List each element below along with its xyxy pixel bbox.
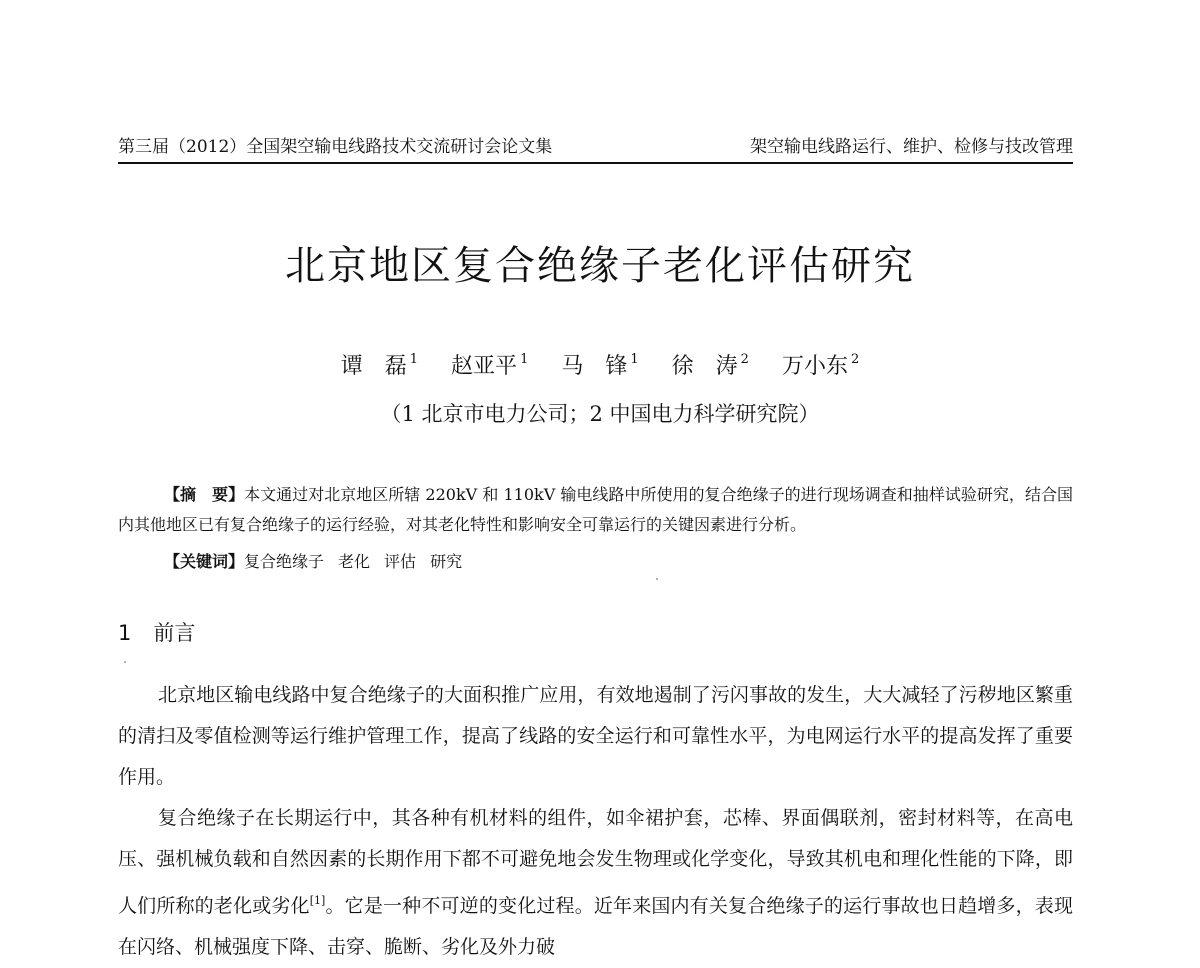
author-name: 赵亚平 bbox=[451, 354, 518, 379]
author-list bbox=[0, 343, 1200, 384]
keyword: 评估 bbox=[384, 552, 417, 571]
paragraph bbox=[118, 798, 1073, 968]
keyword: 复合绝缘子 bbox=[244, 552, 325, 571]
running-header bbox=[118, 134, 1073, 164]
author-name: 马 锋 bbox=[561, 354, 628, 379]
author-affiliation-mark: 1 bbox=[409, 352, 419, 367]
citation-mark: [1] bbox=[309, 894, 326, 907]
abstract bbox=[118, 480, 1073, 540]
author-affiliation-mark: 1 bbox=[520, 352, 529, 367]
paragraph-text: 复合绝缘子在长期运行中，其各种有机材料的组件，如伞裙护套，芯棒、界面偶联剂，密封材料等，在高电压、强机械负载和自然因素的长期作用下都不可避免地会发生物理或化学变化，导致其机电和理化性能的下降，即人们所称的老化或劣化 bbox=[118, 807, 1073, 917]
author-name: 谭 磊 bbox=[340, 354, 407, 379]
author-name: 万小东 bbox=[781, 354, 848, 379]
keyword: 研究 bbox=[430, 552, 463, 571]
running-header-right: 架空输电线路运行、维护、检修与技改管理 bbox=[750, 137, 1073, 157]
author bbox=[341, 343, 418, 384]
section-body bbox=[118, 675, 1073, 968]
scan-speck bbox=[124, 661, 126, 663]
keywords-label: 【关键词】 bbox=[164, 552, 245, 571]
author-name: 徐 涛 bbox=[671, 354, 738, 379]
author-affiliation-mark: 2 bbox=[740, 352, 749, 367]
paper-title: 北京地区复合绝缘子老化评估研究 bbox=[285, 243, 915, 289]
author bbox=[451, 343, 528, 384]
author bbox=[672, 343, 749, 384]
scan-speck bbox=[656, 578, 658, 580]
section-number: 1 bbox=[118, 621, 132, 645]
author bbox=[561, 343, 638, 384]
abstract-text: 本文通过对北京地区所辖 220kV 和 110kV 输电线路中所使用的复合绝缘子的进行现场调查和抽样试验研究，结合国内其他地区已有复合绝缘子的运行经验，对其老化特性和影响安全可靠运行的关键因素进行分析。 bbox=[118, 485, 1073, 534]
author bbox=[782, 343, 859, 384]
author-affiliation-mark: 1 bbox=[630, 352, 639, 367]
running-header-left: 第三届（2012）全国架空输电线路技术交流研讨会论文集 bbox=[118, 137, 553, 157]
abstract-label: 【摘 要】 bbox=[164, 485, 245, 504]
keywords bbox=[164, 547, 476, 577]
author-affiliation-mark: 2 bbox=[850, 352, 860, 367]
paragraph: 北京地区输电线路中复合绝缘子的大面积推广应用，有效地遏制了污闪事故的发生，大大减轻了污秽地区繁重的清扫及零值检测等运行维护管理工作，提高了线路的安全运行和可靠性水平，为电网运行水平的提高发挥了重要作用。 bbox=[118, 684, 1073, 788]
keyword: 老化 bbox=[338, 552, 371, 571]
paragraph-text: 。它是一种不可逆的变化过程。近年来国内有关复合绝缘子的运行事故也日趋增多，表现在闪络、机械强度下降、击穿、脆断、劣化及外力破 bbox=[118, 895, 1073, 958]
section-title: 前言 bbox=[153, 621, 196, 645]
affiliation-line: （1 北京市电力公司；2 中国电力科学研究院） bbox=[380, 402, 820, 426]
section-heading bbox=[118, 616, 195, 650]
